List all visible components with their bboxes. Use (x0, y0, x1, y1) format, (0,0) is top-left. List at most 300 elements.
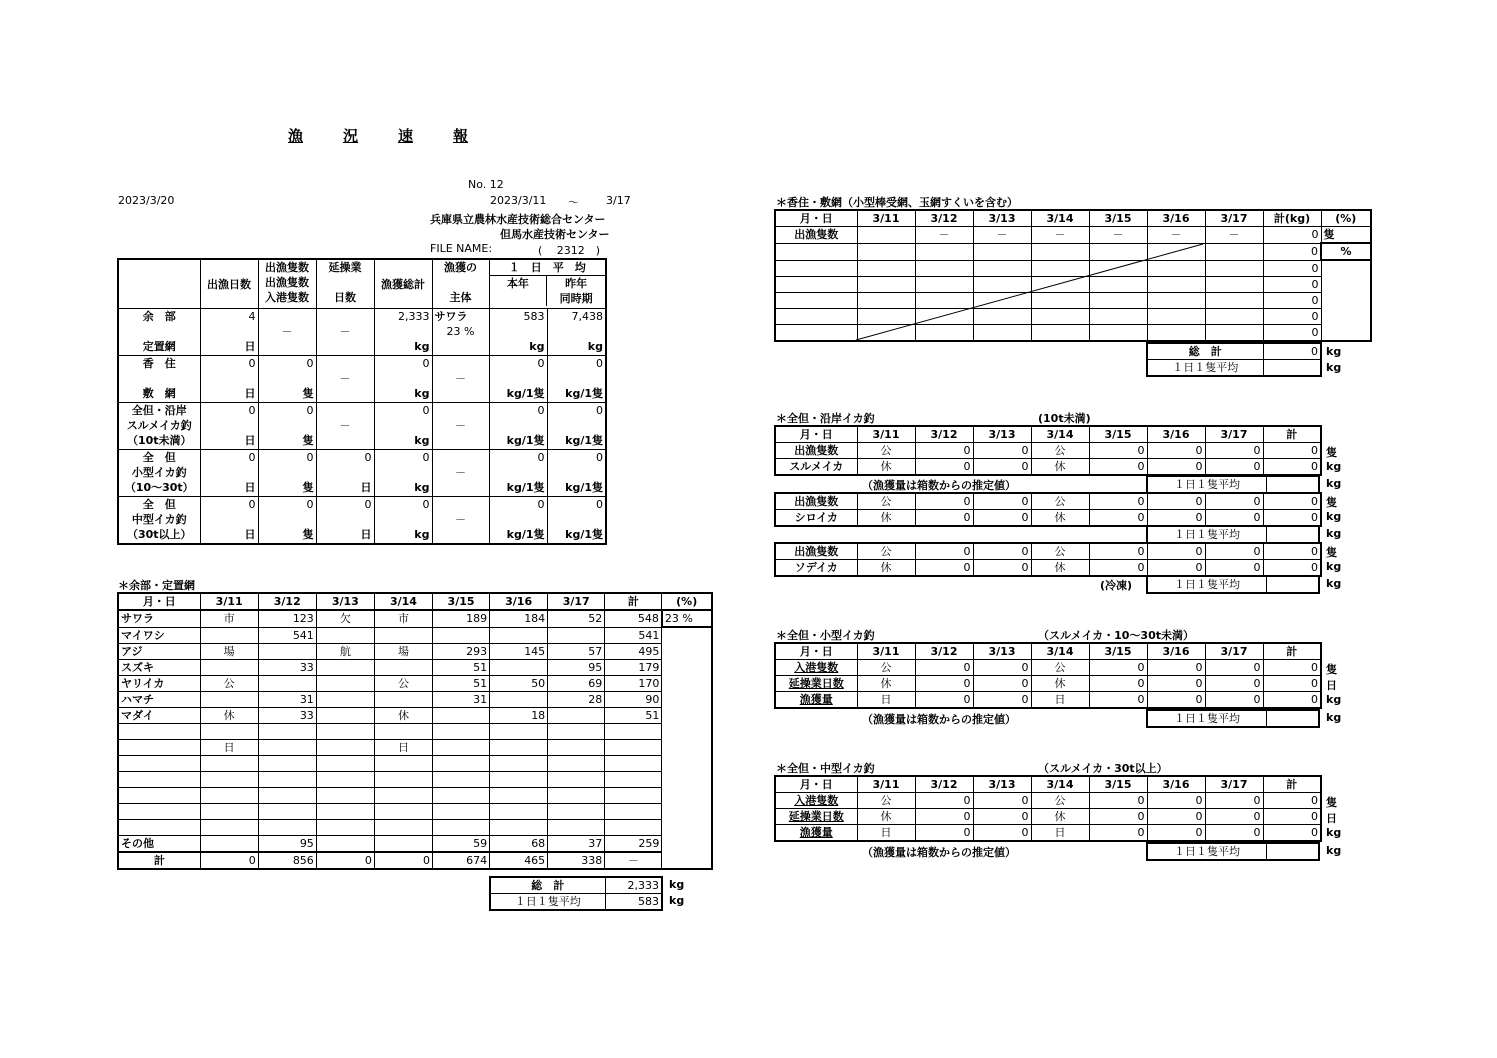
summary-row-label: 全 但 小型イカ釣 （10～30t） (118, 450, 200, 497)
kasumi-blank-cell (775, 324, 857, 341)
kasumi-head-cell: 3/11 (857, 210, 915, 227)
daily-avg-value: 583 (605, 894, 662, 911)
small-cell: 延操業日数 (775, 676, 857, 692)
medium-row (775, 793, 1321, 809)
medium-head-cell: 3/12 (915, 776, 973, 793)
coastal-head-cell: 3/12 (915, 426, 973, 443)
summary-boats: 0 隻 (258, 403, 316, 450)
medium-head-cell: 3/14 (1031, 776, 1089, 793)
grand-total-unit: kg (669, 878, 685, 891)
amarube-cell (316, 707, 374, 723)
coastal-cell: 0 (915, 560, 973, 577)
kasumi-blank-cell (1205, 260, 1263, 276)
amarube-cell (316, 627, 374, 643)
coastal-cell: 0 (1147, 510, 1205, 527)
amarube-cell: 259 (605, 835, 662, 852)
kasumi-row-total: 0 (1263, 292, 1321, 308)
amarube-row (118, 787, 712, 803)
kasumi-pct-total: 0 (1263, 243, 1321, 260)
amarube-cell (662, 819, 712, 835)
coastal-cell: 0 (1147, 543, 1205, 560)
amarube-cell (374, 691, 432, 707)
amarube-total-blank (662, 852, 712, 869)
coastal-head-cell: 3/15 (1089, 426, 1147, 443)
summary-boats: 0 隻 (258, 497, 316, 545)
page-title: 漁 況 速 報 (288, 127, 468, 145)
kasumi-row-total: 0 (1263, 324, 1321, 341)
amarube-cell (258, 675, 316, 691)
amarube-cell (662, 691, 712, 707)
medium-avg-box (1146, 842, 1320, 861)
coastal-cell: 0 (915, 443, 973, 459)
amarube-cell: 293 (433, 643, 490, 659)
amarube-cell: 18 (490, 707, 548, 723)
coastal-unit-kg: kg (1326, 527, 1342, 540)
kasumi-head-cell: 3/15 (1089, 210, 1147, 227)
amarube-cell (490, 803, 548, 819)
kasumi-head-cell: (%) (1321, 210, 1371, 227)
kasumi-blank-cell (775, 292, 857, 308)
small-cell: 0 (973, 660, 1031, 676)
amarube-cell: 95 (548, 659, 605, 675)
summary-boats: 0 隻 (258, 356, 316, 403)
kasumi-boats-cell: － (973, 227, 1031, 244)
medium-cell: 入港隻数 (775, 793, 857, 809)
small-cell: 公 (1031, 660, 1089, 676)
medium-cell: 0 (915, 793, 973, 809)
medium-cell: 日 (1031, 825, 1089, 842)
amarube-cell: 航 (316, 643, 374, 659)
amarube-row (118, 771, 712, 787)
summary-row-label: 全但・沿岸 スルメイカ釣 （10t未満） (118, 403, 200, 450)
kasumi-boats-cell: 隻 (1321, 227, 1371, 244)
small-cell: 0 (1147, 660, 1205, 676)
coastal-cell: 0 (1205, 459, 1263, 476)
coastal-cell: 0 (1089, 493, 1147, 510)
amarube-cell (258, 771, 316, 787)
medium-cell: 0 (1147, 793, 1205, 809)
amarube-cell (490, 819, 548, 835)
small-cell: 0 (973, 676, 1031, 692)
small-cell: 0 (1089, 692, 1147, 709)
kasumi-row-total: 0 (1263, 308, 1321, 324)
coastal-cell: スルメイカ (775, 459, 857, 476)
small-cell: 休 (857, 676, 915, 692)
amarube-cell (374, 659, 432, 675)
amarube-cell (433, 787, 490, 803)
amarube-cell: 69 (548, 675, 605, 691)
amarube-total-cell: 計 (118, 852, 200, 869)
coastal-cell: 0 (973, 493, 1031, 510)
amarube-cell (490, 723, 548, 739)
coastal-unit-kg: kg (1326, 510, 1342, 523)
coastal-note: (10t未満) (1038, 412, 1091, 425)
kasumi-boats-cell (857, 227, 915, 244)
coastal-cell: 0 (915, 493, 973, 510)
daily-avg-label: １日１隻平均 (490, 894, 605, 911)
medium-foot-note: （漁獲量は箱数からの推定値） (862, 846, 1016, 859)
coastal-cell: 公 (857, 493, 915, 510)
amarube-cell: 50 (490, 675, 548, 691)
kasumi-row-total: 0 (1263, 276, 1321, 292)
amarube-cell (374, 771, 432, 787)
amarube-cell (605, 739, 662, 755)
amarube-cell (490, 739, 548, 755)
amarube-row (118, 659, 712, 675)
small-avg-box-row (1147, 710, 1319, 727)
amarube-cell: 市 (374, 610, 432, 627)
kasumi-head-cell: 3/17 (1205, 210, 1263, 227)
amarube-row (118, 755, 712, 771)
summary-last-year: 0 kg/1隻 (547, 497, 606, 545)
medium-cell: 0 (1205, 809, 1263, 825)
kasumi-grand-unit: kg (1326, 345, 1342, 358)
amarube-cell (548, 755, 605, 771)
small-head-cell: 計 (1263, 643, 1321, 660)
amarube-total-cell: 338 (548, 852, 605, 869)
summary-head-days: 出漁日数 (200, 259, 258, 309)
amarube-cell: 170 (605, 675, 662, 691)
amarube-cell (200, 723, 258, 739)
kasumi-grand-row (1147, 343, 1321, 360)
amarube-cell (662, 659, 712, 675)
summary-total: 2,333 kg (374, 309, 432, 356)
amarube-row (118, 643, 712, 659)
kasumi-blank-cell (775, 260, 857, 276)
coastal-cell: 0 (1205, 493, 1263, 510)
amarube-species (118, 771, 200, 787)
file-value: ( 2312 ) (538, 244, 601, 257)
medium-cell: 0 (1089, 809, 1147, 825)
amarube-species (118, 723, 200, 739)
summary-row (118, 497, 606, 545)
amarube-cell (200, 627, 258, 643)
amarube-row (118, 627, 712, 643)
summary-head-main: 漁獲の 主体 (432, 259, 489, 309)
org-name-2: 但馬水産技術センター (500, 228, 610, 241)
coastal-head-cell: 3/13 (973, 426, 1031, 443)
coastal-cell: 休 (1031, 459, 1089, 476)
amarube-cell: 公 (374, 675, 432, 691)
coastal-2-table (774, 542, 1322, 577)
small-cell: 0 (1147, 692, 1205, 709)
coastal-head-cell: 3/17 (1205, 426, 1263, 443)
coastal-cell: 0 (1147, 560, 1205, 577)
small-unit: 隻 (1326, 663, 1337, 676)
small-cell: 0 (915, 676, 973, 692)
amarube-cell (316, 723, 374, 739)
period-end: 3/17 (606, 194, 631, 207)
coastal-unit-kg: kg (1326, 560, 1342, 573)
medium-cell: 公 (1031, 793, 1089, 809)
small-cell: 0 (1263, 692, 1321, 709)
coastal-cell: 0 (1205, 560, 1263, 577)
coastal-cell: 0 (1089, 443, 1147, 459)
amarube-cell: 541 (605, 627, 662, 643)
kasumi-boats-row (775, 227, 1371, 244)
amarube-cell (490, 787, 548, 803)
medium-cell: 0 (1147, 825, 1205, 842)
amarube-cell (258, 803, 316, 819)
coastal-row (775, 510, 1321, 527)
amarube-cell (433, 739, 490, 755)
summary-row (118, 356, 606, 403)
amarube-cell (548, 739, 605, 755)
summary-total: 0 kg (374, 450, 432, 497)
report-date: 2023/3/20 (118, 194, 175, 207)
coastal-cell: 0 (1263, 510, 1321, 527)
summary-main: サワラ 23 % (432, 309, 489, 356)
small-row (775, 676, 1321, 692)
medium-row (775, 809, 1321, 825)
amarube-cell (662, 643, 712, 659)
amarube-cell: 欠 (316, 610, 374, 627)
summary-main: － (432, 450, 489, 497)
medium-cell: 0 (1147, 809, 1205, 825)
amarube-cell (662, 739, 712, 755)
small-cell: 日 (857, 692, 915, 709)
summary-head-avg: １ 日 平 均 本年 昨年 同時期 (489, 259, 606, 309)
summary-ext: － (316, 403, 374, 450)
period-tilde: ～ (568, 196, 579, 209)
summary-boats: 0 隻 (258, 450, 316, 497)
small-section-title: ＊全但・小型イカ釣 (776, 629, 875, 642)
small-head-cell: 3/17 (1205, 643, 1263, 660)
summary-table (117, 258, 607, 545)
report-number: No. 12 (468, 178, 504, 191)
medium-cell: 0 (1089, 793, 1147, 809)
small-table (774, 642, 1322, 709)
summary-this-year: 0 kg/1隻 (489, 356, 547, 403)
small-cell: 0 (1205, 676, 1263, 692)
coastal-cell: 0 (1205, 510, 1263, 527)
amarube-species: その他 (118, 835, 200, 852)
coastal-cell: 公 (857, 443, 915, 459)
kasumi-diagonal-line (854, 242, 1205, 342)
medium-cell: 公 (857, 793, 915, 809)
coastal-row (775, 493, 1321, 510)
summary-main: － (432, 497, 489, 545)
medium-unit: kg (1326, 826, 1342, 839)
kasumi-boats-cell: － (1147, 227, 1205, 244)
summary-main: － (432, 403, 489, 450)
amarube-cell (662, 787, 712, 803)
summary-total: 0 kg (374, 356, 432, 403)
coastal-cell: 0 (1089, 459, 1147, 476)
amarube-cell: 31 (433, 691, 490, 707)
small-cell: 0 (915, 660, 973, 676)
medium-cell: 0 (1263, 825, 1321, 842)
amarube-row (118, 610, 712, 627)
summary-this-year: 0 kg/1隻 (489, 497, 547, 545)
coastal-section-title: ＊全但・沿岸イカ釣 (776, 412, 875, 425)
medium-header-row (775, 776, 1321, 793)
kasumi-row-blank (1321, 308, 1371, 324)
avg-label: １日１隻平均 (1147, 526, 1267, 543)
summary-head-total: 漁獲総計 (374, 259, 432, 309)
amarube-cell (258, 787, 316, 803)
amarube-cell: 23 % (662, 610, 712, 627)
small-head-cell: 3/13 (973, 643, 1031, 660)
summary-last-year: 7,438 kg (547, 309, 606, 356)
amarube-cell (605, 755, 662, 771)
medium-cell: 延操業日数 (775, 809, 857, 825)
amarube-cell (548, 627, 605, 643)
small-cell: 0 (973, 692, 1031, 709)
amarube-total-cell: 856 (258, 852, 316, 869)
amarube-cell (200, 819, 258, 835)
small-header-row (775, 643, 1321, 660)
kasumi-boats-cell: － (1205, 227, 1263, 244)
amarube-cell (433, 771, 490, 787)
small-row (775, 692, 1321, 709)
small-unit: 日 (1326, 679, 1337, 692)
amarube-cell: 場 (200, 643, 258, 659)
file-label: FILE NAME: (430, 242, 493, 255)
medium-head-cell: 3/16 (1147, 776, 1205, 793)
amarube-cell (374, 819, 432, 835)
amarube-species: マダイ (118, 707, 200, 723)
coastal-cell: 休 (1031, 560, 1089, 577)
medium-cell: 0 (973, 793, 1031, 809)
avg-value (1267, 526, 1320, 543)
amarube-total-row (118, 852, 712, 869)
amarube-cell (200, 691, 258, 707)
amarube-cell (200, 787, 258, 803)
medium-cell: 0 (1205, 825, 1263, 842)
kasumi-pct-cell: % (1321, 243, 1371, 260)
amarube-cell (662, 803, 712, 819)
amarube-cell (548, 723, 605, 739)
amarube-species: ハマチ (118, 691, 200, 707)
small-cell: 0 (1263, 676, 1321, 692)
amarube-cell: 休 (200, 707, 258, 723)
amarube-cell: 59 (433, 835, 490, 852)
amarube-cell (316, 787, 374, 803)
coastal-head-cell: 計 (1263, 426, 1321, 443)
amarube-cell (548, 707, 605, 723)
kasumi-boats-cell: － (1031, 227, 1089, 244)
small-head-cell: 3/11 (857, 643, 915, 660)
summary-ext: － (316, 356, 374, 403)
coastal-1-table (774, 492, 1322, 527)
coastal-cell: 公 (1031, 493, 1089, 510)
amarube-cell (316, 835, 374, 852)
kasumi-blank-cell (1205, 292, 1263, 308)
coastal-avg-box-1-row (1147, 526, 1319, 543)
avg-value (1267, 576, 1320, 593)
coastal-unit-kg: kg (1326, 460, 1342, 473)
medium-cell: 漁獲量 (775, 825, 857, 842)
coastal-cell: 0 (973, 560, 1031, 577)
amarube-cell (374, 835, 432, 852)
kasumi-grand-label: 総 計 (1147, 343, 1263, 360)
medium-head-cell: 計 (1263, 776, 1321, 793)
amarube-cell (662, 675, 712, 691)
amarube-head-cell: 3/15 (433, 593, 490, 610)
coastal-unit-boat: 隻 (1326, 496, 1337, 509)
coastal-head-cell: 3/16 (1147, 426, 1205, 443)
amarube-cell (605, 803, 662, 819)
amarube-cell: 市 (200, 610, 258, 627)
coastal-cell: 0 (1263, 493, 1321, 510)
amarube-head-cell: 3/16 (490, 593, 548, 610)
medium-head-cell: 3/11 (857, 776, 915, 793)
coastal-head-cell: 3/14 (1031, 426, 1089, 443)
small-head-cell: 3/12 (915, 643, 973, 660)
amarube-cell (374, 627, 432, 643)
kasumi-avg-unit: kg (1326, 361, 1342, 374)
summary-row (118, 403, 606, 450)
small-cell: 日 (1031, 692, 1089, 709)
amarube-row (118, 819, 712, 835)
coastal-row (775, 560, 1321, 577)
amarube-cell: 日 (374, 739, 432, 755)
amarube-cell (433, 723, 490, 739)
medium-avg-box-row (1147, 843, 1319, 860)
kasumi-row-blank (1321, 292, 1371, 308)
coastal-cell: 0 (1089, 543, 1147, 560)
coastal-cell: 休 (857, 560, 915, 577)
amarube-head-cell: 計 (605, 593, 662, 610)
small-cell: 休 (1031, 676, 1089, 692)
summary-row-label: 余 部 定置網 (118, 309, 200, 356)
coastal-cell: 0 (973, 543, 1031, 560)
summary-ext: 0 日 (316, 497, 374, 545)
coastal-cell: 0 (1263, 443, 1321, 459)
amarube-grand-row (490, 877, 662, 894)
amarube-row (118, 723, 712, 739)
avg-label: １日１隻平均 (1147, 476, 1267, 493)
amarube-header-row (118, 593, 712, 610)
medium-cell: 0 (915, 809, 973, 825)
coastal-cell: 0 (915, 459, 973, 476)
coastal-cell: シロイカ (775, 510, 857, 527)
summary-header-row (118, 259, 606, 309)
medium-cell: 0 (1089, 825, 1147, 842)
medium-cell: 休 (857, 809, 915, 825)
amarube-head-cell: 3/17 (548, 593, 605, 610)
coastal-cell: 0 (1147, 443, 1205, 459)
coastal-cell: 出漁隻数 (775, 543, 857, 560)
amarube-row (118, 675, 712, 691)
small-cell: 入港隻数 (775, 660, 857, 676)
amarube-cell (490, 755, 548, 771)
amarube-cell (200, 755, 258, 771)
summary-ext: － (316, 309, 374, 356)
amarube-head-cell: 3/12 (258, 593, 316, 610)
coastal-cell: 0 (915, 510, 973, 527)
kasumi-head-cell: 3/14 (1031, 210, 1089, 227)
small-avg-unit: kg (1326, 711, 1342, 724)
summary-corner (118, 259, 200, 309)
kasumi-boats-cell: 0 (1263, 227, 1321, 244)
amarube-cell (258, 819, 316, 835)
coastal-cell: 公 (1031, 443, 1089, 459)
amarube-row (118, 707, 712, 723)
amarube-cell: 休 (374, 707, 432, 723)
coastal-foot-note: (冷凍) (1100, 579, 1133, 592)
kasumi-head-cell: 3/16 (1147, 210, 1205, 227)
amarube-cell (258, 723, 316, 739)
daily-avg-unit: kg (669, 894, 685, 907)
kasumi-blank-cell (775, 243, 857, 260)
amarube-head-cell: 3/11 (200, 593, 258, 610)
amarube-cell (662, 627, 712, 643)
medium-cell: 0 (915, 825, 973, 842)
medium-avg-unit: kg (1326, 844, 1342, 857)
amarube-cell (605, 723, 662, 739)
